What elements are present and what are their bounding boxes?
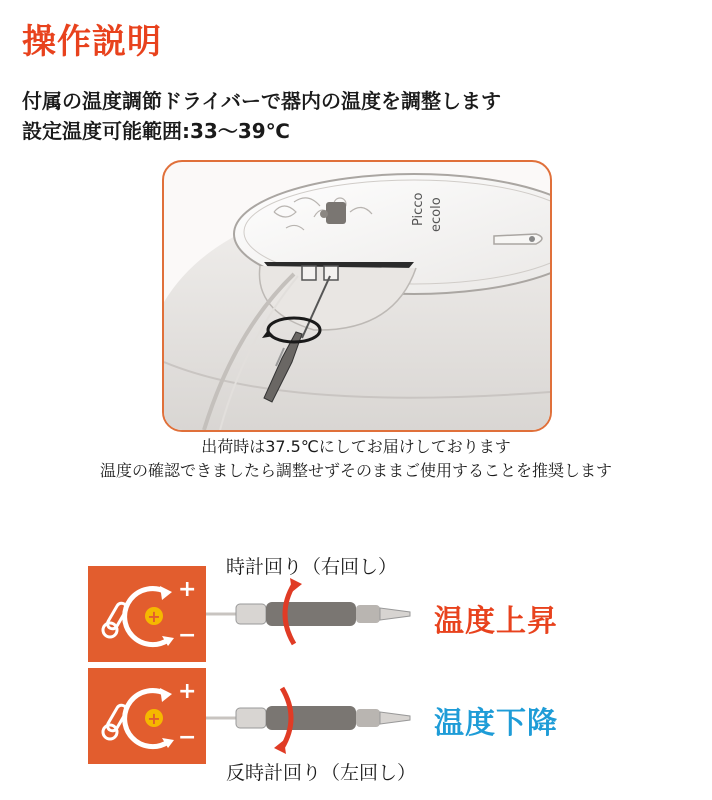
intro-line-2: 設定温度可能範囲:33～39℃: [22, 119, 290, 143]
temp-increase-badge: [88, 566, 206, 662]
page-title: 操作説明: [22, 22, 162, 62]
recommendation-note: 温度の確認できましたら調整せずそのままご使用することを推奨します: [99, 461, 612, 480]
brand-label: Picco: [411, 192, 426, 226]
minus-icon: −: [178, 725, 197, 750]
temp-decrease-badge: [88, 668, 206, 764]
device-photo: [162, 160, 552, 432]
model-label: ecolo: [429, 197, 444, 232]
minus-icon: −: [178, 623, 197, 648]
plus-icon: +: [178, 577, 197, 602]
intro-line-1: 付属の温度調節ドライバーで器内の温度を調整します: [22, 89, 501, 113]
plus-icon: +: [178, 679, 197, 704]
svg-text:+: +: [147, 709, 161, 728]
driver-clockwise-illustration: [206, 574, 420, 654]
shipping-note: 出荷時は37.5℃にしてお届けしております: [201, 437, 511, 456]
svg-text:+: +: [147, 607, 161, 626]
clockwise-label: 時計回り（右回し）: [226, 556, 398, 578]
counterclockwise-label: 反時計回り（左回し）: [226, 762, 417, 784]
driver-counterclockwise-illustration: [206, 678, 420, 758]
intro-text: [22, 86, 501, 146]
temp-increase-label: 温度上昇: [434, 604, 558, 639]
temp-decrease-label: 温度下降: [434, 706, 558, 741]
